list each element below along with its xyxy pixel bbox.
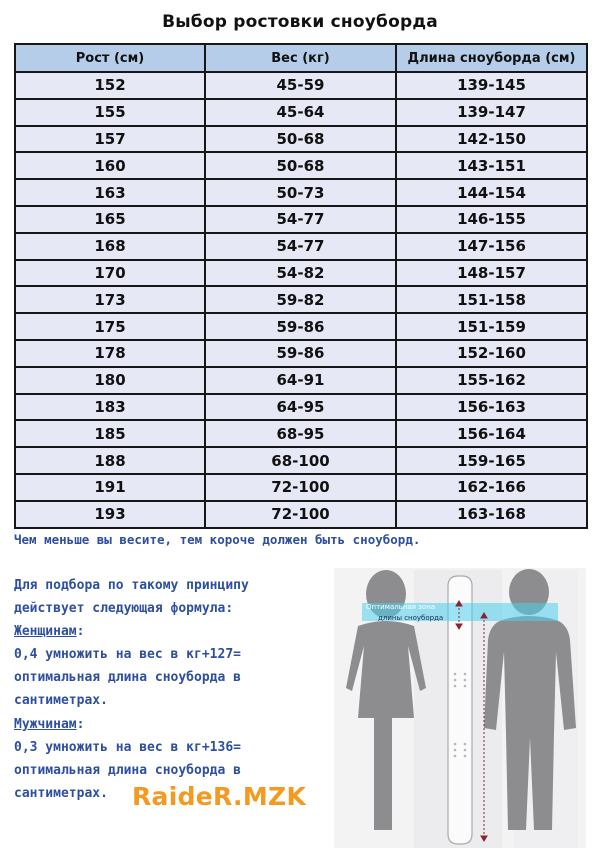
size-table [14, 43, 588, 529]
table-row [15, 152, 587, 179]
table-row [15, 367, 587, 394]
cell-weight: 64-95 [205, 394, 396, 421]
women-colon: : [76, 624, 85, 640]
cell-weight: 45-64 [205, 99, 396, 126]
cell-weight: 50-68 [205, 126, 396, 153]
cell-board-length: 148-157 [396, 260, 587, 287]
women-formula-line-2: оптимальная длина сноуборда в [14, 670, 241, 686]
table-row [15, 233, 587, 260]
cell-weight: 68-100 [205, 447, 396, 474]
cell-weight: 64-91 [205, 367, 396, 394]
cell-board-length: 146-155 [396, 206, 587, 233]
cell-height: 165 [15, 206, 205, 233]
women-heading [14, 620, 334, 643]
cell-height: 188 [15, 447, 205, 474]
cell-height: 168 [15, 233, 205, 260]
table-row [15, 179, 587, 206]
cell-board-length: 144-154 [396, 179, 587, 206]
cell-height: 178 [15, 340, 205, 367]
cell-board-length: 152-160 [396, 340, 587, 367]
cell-board-length: 156-163 [396, 394, 587, 421]
cell-weight: 59-86 [205, 340, 396, 367]
table-row [15, 260, 587, 287]
cell-board-length: 147-156 [396, 233, 587, 260]
cell-board-length: 156-164 [396, 420, 587, 447]
men-label: Мужчинам [14, 716, 77, 732]
table-row [15, 394, 587, 421]
table-row [15, 99, 587, 126]
cell-board-length: 162-166 [396, 474, 587, 501]
cell-board-length: 159-165 [396, 447, 587, 474]
cell-weight: 59-82 [205, 286, 396, 313]
cell-board-length: 151-159 [396, 313, 587, 340]
table-header-row [15, 44, 587, 72]
women-formula-line-3: сантиметрах. [14, 693, 108, 709]
cell-weight: 72-100 [205, 474, 396, 501]
formula-block [14, 574, 334, 805]
cell-weight: 54-82 [205, 260, 396, 287]
cell-weight: 50-68 [205, 152, 396, 179]
men-formula-line-1: 0,3 умножить на вес в кг+136= [14, 739, 241, 755]
men-formula-line-2: оптимальная длина сноуборда в [14, 762, 241, 778]
cell-height: 175 [15, 313, 205, 340]
cell-weight: 72-100 [205, 501, 396, 528]
cell-height: 173 [15, 286, 205, 313]
men-heading [14, 713, 334, 736]
table-row [15, 447, 587, 474]
cell-board-length: 143-151 [396, 152, 587, 179]
table-row [15, 126, 587, 153]
table-row [15, 501, 587, 528]
cell-weight: 45-59 [205, 72, 396, 99]
cell-weight: 54-77 [205, 206, 396, 233]
table-row [15, 206, 587, 233]
snowboard-size-illustration [334, 568, 586, 848]
cell-weight: 54-77 [205, 233, 396, 260]
cell-height: 160 [15, 152, 205, 179]
cell-height: 185 [15, 420, 205, 447]
cell-height: 193 [15, 501, 205, 528]
table-body [15, 72, 587, 528]
header-board-length: Длина сноуборда (см) [396, 44, 587, 72]
cell-weight: 68-95 [205, 420, 396, 447]
cell-height: 157 [15, 126, 205, 153]
cell-height: 183 [15, 394, 205, 421]
table-row [15, 72, 587, 99]
formula-intro-line-2: действует следующая формула: [14, 601, 234, 617]
zone-label-line-2: длины сноуборда [378, 614, 444, 622]
weight-note: Чем меньше вы весите, тем короче должен быть сноуборд. [14, 532, 421, 547]
page-title: Выбор ростовки сноуборда [162, 12, 438, 32]
cell-board-length: 139-147 [396, 99, 587, 126]
cell-height: 180 [15, 367, 205, 394]
header-weight: Вес (кг) [205, 44, 396, 72]
table-row [15, 313, 587, 340]
women-formula-line-1: 0,4 умножить на вес в кг+127= [14, 647, 241, 663]
table-row [15, 286, 587, 313]
table-row [15, 340, 587, 367]
cell-height: 191 [15, 474, 205, 501]
brand-watermark: RaideR.MZK [132, 782, 307, 811]
cell-board-length: 142-150 [396, 126, 587, 153]
cell-weight: 50-73 [205, 179, 396, 206]
cell-weight: 59-86 [205, 313, 396, 340]
cell-board-length: 151-158 [396, 286, 587, 313]
cell-height: 155 [15, 99, 205, 126]
men-formula-line-3: сантиметрах. [14, 785, 108, 801]
women-label: Женщинам [14, 624, 77, 640]
cell-board-length: 163-168 [396, 501, 587, 528]
men-colon: : [76, 716, 85, 732]
cell-height: 163 [15, 179, 205, 206]
cell-board-length: 139-145 [396, 72, 587, 99]
zone-label-line-1: Оптимальная зона [366, 603, 436, 611]
header-height: Рост (см) [15, 44, 205, 72]
cell-board-length: 155-162 [396, 367, 587, 394]
cell-height: 152 [15, 72, 205, 99]
table-row [15, 420, 587, 447]
cell-height: 170 [15, 260, 205, 287]
formula-intro-line-1: Для подбора по такому принципу [14, 578, 249, 593]
table-row [15, 474, 587, 501]
